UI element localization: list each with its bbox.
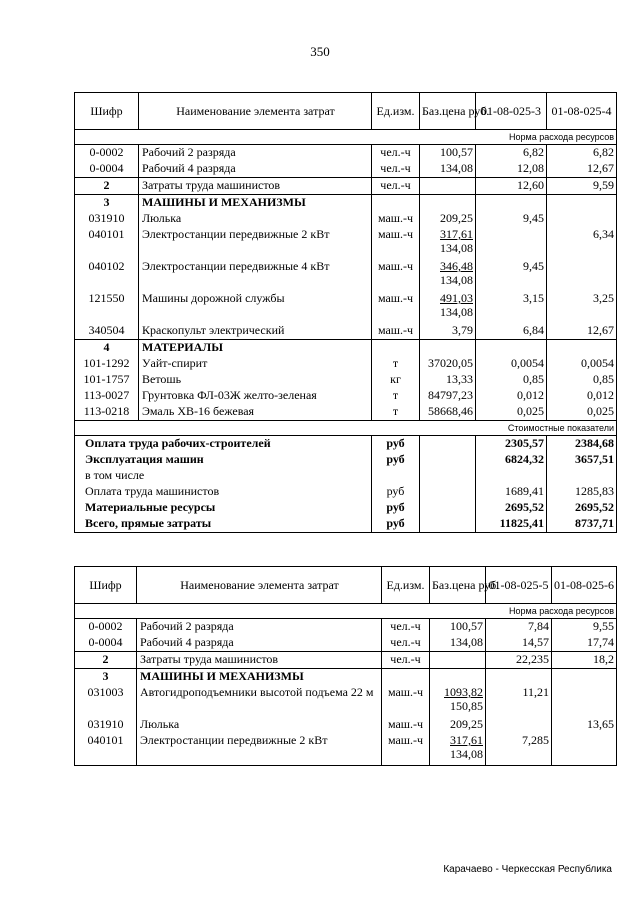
row-value-1: 9,45 bbox=[476, 259, 547, 291]
norm-caption-row bbox=[75, 130, 617, 145]
row-value-2 bbox=[552, 733, 617, 766]
total-value-2: 2695,52 bbox=[547, 500, 617, 516]
row-unit: маш.-ч bbox=[382, 733, 430, 766]
row-name: Рабочий 2 разряда bbox=[137, 619, 382, 636]
cost-caption-row bbox=[75, 421, 617, 436]
table-row bbox=[75, 291, 617, 323]
row-value-1: 11,21 bbox=[486, 685, 552, 717]
row-value-2 bbox=[547, 211, 617, 227]
page-number: 350 bbox=[310, 44, 330, 59]
row-price: 317,61 134,08 bbox=[420, 227, 476, 259]
header-col1: 01-08-025-3 bbox=[476, 93, 547, 130]
row-unit: т bbox=[372, 356, 420, 372]
header-col2: 01-08-025-6 bbox=[552, 567, 617, 604]
row-name: Уайт-спирит bbox=[139, 356, 372, 372]
total-value-2: 2384,68 bbox=[547, 436, 617, 453]
row-name: Рабочий 2 разряда bbox=[139, 145, 372, 162]
row-value-1: 3,15 bbox=[476, 291, 547, 323]
section-row bbox=[75, 195, 617, 212]
table-row bbox=[75, 619, 617, 636]
total-label: Всего, прямые затраты bbox=[75, 516, 372, 533]
row-value-1: 0,025 bbox=[476, 404, 547, 421]
total-unit: руб bbox=[372, 484, 420, 500]
row-price bbox=[420, 178, 476, 195]
row-name: Электростанции передвижные 2 кВт bbox=[139, 227, 372, 259]
row-code: 040101 bbox=[75, 733, 137, 766]
table-row bbox=[75, 178, 617, 195]
row-unit: чел.-ч bbox=[382, 635, 430, 652]
header-col1: 01-08-025-5 bbox=[486, 567, 552, 604]
row-value-1: 14,57 bbox=[486, 635, 552, 652]
row-value-1: 12,60 bbox=[476, 178, 547, 195]
row-unit: маш.-ч bbox=[372, 211, 420, 227]
total-label: Оплата труда машинистов bbox=[75, 484, 372, 500]
row-code: 101-1292 bbox=[75, 356, 139, 372]
row-unit: кг bbox=[372, 372, 420, 388]
row-price: 134,08 bbox=[430, 635, 486, 652]
row-value-1: 0,85 bbox=[476, 372, 547, 388]
row-unit: маш.-ч bbox=[372, 259, 420, 291]
total-value-1: 11825,41 bbox=[476, 516, 547, 533]
row-value-2: 12,67 bbox=[547, 323, 617, 340]
section-title: МАШИНЫ И МЕХАНИЗМЫ bbox=[137, 669, 382, 686]
total-row bbox=[75, 468, 617, 484]
row-value-2: 0,0054 bbox=[547, 356, 617, 372]
total-unit: руб bbox=[372, 500, 420, 516]
section-row bbox=[75, 340, 617, 357]
row-value-2: 9,59 bbox=[547, 178, 617, 195]
row-price: 317,61 134,08 bbox=[430, 733, 486, 766]
row-unit: т bbox=[372, 404, 420, 421]
row-value-1: 7,84 bbox=[486, 619, 552, 636]
row-value-1: 6,82 bbox=[476, 145, 547, 162]
row-code: 040102 bbox=[75, 259, 139, 291]
total-value-2: 3657,51 bbox=[547, 452, 617, 468]
row-value-1: 12,08 bbox=[476, 161, 547, 178]
table-row bbox=[75, 388, 617, 404]
row-unit: маш.-ч bbox=[372, 323, 420, 340]
row-price: 37020,05 bbox=[420, 356, 476, 372]
total-unit: руб bbox=[372, 436, 420, 453]
norm-caption-row bbox=[75, 604, 617, 619]
row-code: 0-0002 bbox=[75, 619, 137, 636]
row-price: 134,08 bbox=[420, 161, 476, 178]
row-value-1 bbox=[486, 717, 552, 733]
row-unit: маш.-ч bbox=[372, 291, 420, 323]
row-unit: чел.-ч bbox=[372, 145, 420, 162]
row-name: Электростанции передвижные 2 кВт bbox=[137, 733, 382, 766]
row-unit: маш.-ч bbox=[382, 685, 430, 717]
row-code: 2 bbox=[75, 652, 137, 669]
total-value-1: 2695,52 bbox=[476, 500, 547, 516]
row-price: 491,03 134,08 bbox=[420, 291, 476, 323]
header-unit: Ед.изм. bbox=[372, 93, 420, 130]
row-code: 0-0004 bbox=[75, 161, 139, 178]
table-header bbox=[75, 567, 617, 604]
table-row bbox=[75, 372, 617, 388]
cost-table-1 bbox=[74, 92, 617, 533]
row-value-2: 18,2 bbox=[552, 652, 617, 669]
total-label: в том числе bbox=[75, 468, 372, 484]
row-value-2: 9,55 bbox=[552, 619, 617, 636]
table-row bbox=[75, 717, 617, 733]
section-row bbox=[75, 669, 617, 686]
section-code: 3 bbox=[75, 669, 137, 686]
row-code: 2 bbox=[75, 178, 139, 195]
row-unit: чел.-ч bbox=[372, 178, 420, 195]
header-code: Шифр bbox=[75, 93, 139, 130]
section-title: МАТЕРИАЛЫ bbox=[139, 340, 372, 357]
header-col2: 01-08-025-4 bbox=[547, 93, 617, 130]
row-value-2: 6,82 bbox=[547, 145, 617, 162]
total-value-1: 1689,41 bbox=[476, 484, 547, 500]
header-price: Баз.цена руб. bbox=[420, 93, 476, 130]
row-name: Грунтовка ФЛ-03Ж желто-зеленая bbox=[139, 388, 372, 404]
row-name: Затраты труда машинистов bbox=[139, 178, 372, 195]
row-price: 100,57 bbox=[420, 145, 476, 162]
table-row bbox=[75, 145, 617, 162]
table-row bbox=[75, 259, 617, 291]
row-code: 121550 bbox=[75, 291, 139, 323]
total-label: Эксплуатация машин bbox=[75, 452, 372, 468]
total-row bbox=[75, 500, 617, 516]
section-code: 4 bbox=[75, 340, 139, 357]
row-code: 113-0027 bbox=[75, 388, 139, 404]
section-title: МАШИНЫ И МЕХАНИЗМЫ bbox=[139, 195, 372, 212]
row-price: 100,57 bbox=[430, 619, 486, 636]
row-price bbox=[430, 652, 486, 669]
row-price: 84797,23 bbox=[420, 388, 476, 404]
total-row bbox=[75, 516, 617, 533]
total-value-2: 8737,71 bbox=[547, 516, 617, 533]
cost-caption: Стоимостные показатели bbox=[75, 421, 617, 436]
row-price: 346,48 134,08 bbox=[420, 259, 476, 291]
row-value-1: 9,45 bbox=[476, 211, 547, 227]
row-value-2: 17,74 bbox=[552, 635, 617, 652]
row-value-1: 6,84 bbox=[476, 323, 547, 340]
total-value-1: 2305,57 bbox=[476, 436, 547, 453]
row-code: 0-0004 bbox=[75, 635, 137, 652]
table-row bbox=[75, 404, 617, 421]
row-code: 031910 bbox=[75, 717, 137, 733]
row-unit: маш.-ч bbox=[382, 717, 430, 733]
table-row bbox=[75, 323, 617, 340]
row-value-2: 0,025 bbox=[547, 404, 617, 421]
row-price: 209,25 bbox=[420, 211, 476, 227]
row-value-2: 0,012 bbox=[547, 388, 617, 404]
table-row bbox=[75, 635, 617, 652]
row-name: Ветошь bbox=[139, 372, 372, 388]
total-label: Материальные ресурсы bbox=[75, 500, 372, 516]
row-price: 58668,46 bbox=[420, 404, 476, 421]
table-row bbox=[75, 227, 617, 259]
row-code: 0-0002 bbox=[75, 145, 139, 162]
row-name: Краскопульт электрический bbox=[139, 323, 372, 340]
section-code: 3 bbox=[75, 195, 139, 212]
row-code: 031003 bbox=[75, 685, 137, 717]
row-name: Автогидроподъемники высотой подъема 22 м bbox=[137, 685, 382, 717]
total-row bbox=[75, 436, 617, 453]
row-value-1 bbox=[476, 227, 547, 259]
table-header bbox=[75, 93, 617, 130]
row-value-1: 7,285 bbox=[486, 733, 552, 766]
total-label: Оплата труда рабочих-строителей bbox=[75, 436, 372, 453]
footer-region: Карачаево - Черкесская Республика bbox=[443, 864, 612, 875]
row-name: Машины дорожной службы bbox=[139, 291, 372, 323]
row-name: Люлька bbox=[137, 717, 382, 733]
row-value-2 bbox=[547, 259, 617, 291]
cost-table-2 bbox=[74, 566, 617, 766]
row-value-2: 0,85 bbox=[547, 372, 617, 388]
total-unit: руб bbox=[372, 452, 420, 468]
norm-caption: Норма расхода ресурсов bbox=[75, 604, 617, 619]
row-unit: маш.-ч bbox=[372, 227, 420, 259]
row-value-1: 0,0054 bbox=[476, 356, 547, 372]
row-code: 040101 bbox=[75, 227, 139, 259]
row-unit: т bbox=[372, 388, 420, 404]
row-name: Эмаль ХВ-16 бежевая bbox=[139, 404, 372, 421]
row-code: 340504 bbox=[75, 323, 139, 340]
table-row bbox=[75, 685, 617, 717]
row-value-1: 0,012 bbox=[476, 388, 547, 404]
total-row bbox=[75, 484, 617, 500]
row-value-2: 6,34 bbox=[547, 227, 617, 259]
row-value-2: 12,67 bbox=[547, 161, 617, 178]
row-value-2: 13,65 bbox=[552, 717, 617, 733]
row-price: 3,79 bbox=[420, 323, 476, 340]
row-unit: чел.-ч bbox=[382, 652, 430, 669]
header-name: Наименование элемента затрат bbox=[139, 93, 372, 130]
row-unit: чел.-ч bbox=[372, 161, 420, 178]
table-row bbox=[75, 356, 617, 372]
row-code: 031910 bbox=[75, 211, 139, 227]
row-code: 101-1757 bbox=[75, 372, 139, 388]
table-row bbox=[75, 652, 617, 669]
norm-caption: Норма расхода ресурсов bbox=[75, 130, 617, 145]
row-price: 1093,82 150,85 bbox=[430, 685, 486, 717]
row-name: Электростанции передвижные 4 кВт bbox=[139, 259, 372, 291]
row-value-1: 22,235 bbox=[486, 652, 552, 669]
row-price: 13,33 bbox=[420, 372, 476, 388]
header-unit: Ед.изм. bbox=[382, 567, 430, 604]
header-name: Наименование элемента затрат bbox=[137, 567, 382, 604]
row-price: 209,25 bbox=[430, 717, 486, 733]
row-name: Рабочий 4 разряда bbox=[139, 161, 372, 178]
header-code: Шифр bbox=[75, 567, 137, 604]
row-value-2: 3,25 bbox=[547, 291, 617, 323]
row-name: Рабочий 4 разряда bbox=[137, 635, 382, 652]
table-row bbox=[75, 733, 617, 766]
total-value-2: 1285,83 bbox=[547, 484, 617, 500]
row-name: Затраты труда машинистов bbox=[137, 652, 382, 669]
total-unit: руб bbox=[372, 516, 420, 533]
row-code: 113-0218 bbox=[75, 404, 139, 421]
table-row bbox=[75, 211, 617, 227]
row-name: Люлька bbox=[139, 211, 372, 227]
total-value-1: 6824,32 bbox=[476, 452, 547, 468]
row-value-2 bbox=[552, 685, 617, 717]
table-row bbox=[75, 161, 617, 178]
row-unit: чел.-ч bbox=[382, 619, 430, 636]
total-row bbox=[75, 452, 617, 468]
header-price: Баз.цена руб. bbox=[430, 567, 486, 604]
